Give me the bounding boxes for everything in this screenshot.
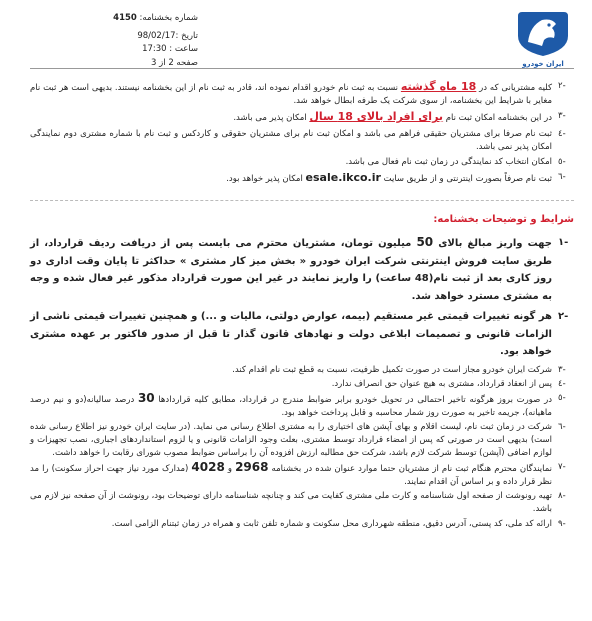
highlight-age: برای افراد بالای 18 سال: [309, 110, 444, 124]
letter-number-row: [88, 12, 198, 26]
header-divider: [30, 68, 574, 69]
letter-number: 4150: [113, 13, 137, 23]
letter-date: تاریخ :98/02/17: [137, 30, 198, 41]
list-item: -٥ امکان انتخاب کد نمایندگی در زمان ثبت نام فعال می باشد.: [345, 157, 566, 168]
list-item: -٦ ثبت نام صرفاً بصورت اینترنتی و از طریق سایت esale.ikco.ir امکان پذیر خواهد بود.: [226, 171, 566, 185]
list-item: -٦ شرکت در زمان ثبت نام، لیست اقلام و بهای آپشن های اختیاری را به مشتری اطلاع رسانی می نماید. (در سایت ایران خودرو نیز اطلاع رسانی شده است) بدیهی است در صورتی که پس از امضاء قرارداد توسط مشتری، بعلت وجود الزامات قانونی و یا لزوم استانداردهای اجباری، نصب تجهیزات و لوازم اضافی (آپشن) توسط شرکت لازم باشد، شرکت حق مطالبه ارزش افزوده آن را براساس ضوابط مصوب شورای رقابت را خواهد داشت.: [30, 421, 566, 459]
list-item: -٢ هر گونه تغییرات قیمتی غیر مستقیم (بیمه، عوارض دولتی، مالیات و ...) و همچنین تغییرات قیمتی ناشی از الزامات قانونی و تصمیمات ابلاغی دولت و نهادهای قانون گذار تا قبل از صدور فاکتور بر عهده مشتری خواهد بود.: [30, 311, 569, 357]
list-item: -٤ پس از انعقاد قرارداد، مشتری به هیچ عنوان حق انصراف ندارد.: [331, 378, 566, 389]
eligibility-list: [30, 80, 578, 188]
website-link[interactable]: esale.ikco.ir: [305, 171, 381, 185]
terms-list: [30, 234, 578, 532]
list-item: -٢ کلیه مشتریانی که در 18 ماه گذشته نسبت به ثبت نام خودرو اقدام نموده اند، قادر به ثبت نام از این بخشنامه نیستند. بدیهی است هر ثبت نام مغایر با شرایط این بخشنامه، از سوی شرکت یک طرفه ابطال خواهد شد.: [30, 80, 566, 107]
list-item: -١ جهت واریز مبالغ بالای 50 میلیون تومان، مشتریان محترم می بایست پس از دریافت ردیف قرارداد، از طریق سایت فروش اینترنتی شرکت ایران خودرو « بخش میز کار مشتری » حداکثر تا پایان وقت اداری دو روز کاری بعد از ثبت نام(48 ساعت) را واریز نمایند در غیر این صورت قرارداد مذکور غیر فعال شده و وجه به مشتری مسترد خواهد شد.: [30, 235, 569, 302]
highlight-period: 18 ماه گذشته: [400, 80, 477, 93]
section-divider: [30, 200, 574, 201]
svg-text:ایران خودرو: ایران خودرو: [522, 60, 564, 68]
letter-header: [88, 12, 198, 70]
list-item: -٣ در این بخشنامه امکان ثبت نام برای افراد بالای 18 سال امکان پذیر می باشد.: [233, 110, 566, 124]
list-item: -٨ تهیه رونوشت از صفحه اول شناسنامه و کارت ملی مشتری کفایت می کند و چنانچه شناسنامه دارای توضیحات بود، رونوشت از آن صفحه نیز لازم می باشد.: [30, 491, 566, 515]
section-title: شرایط و توضیحات بخشنامه:: [433, 214, 574, 225]
ikco-logo: [512, 6, 574, 68]
list-item: -٣ شرکت ایران خودرو مجاز است در صورت تکمیل ظرفیت، نسبت به قطع ثبت نام اقدام کند.: [232, 364, 566, 375]
list-item: -٩ ارائه کد ملی، کد پستی، آدرس دقیق، منطقه شهرداری محل سکونت و شماره تلفن ثابت و همراه در زمان ثبتنام الزامی است.: [111, 518, 566, 529]
letter-time: ساعت : 17:30: [142, 44, 198, 54]
list-item: -٤ ثبت نام صرفا برای مشتریان حقیقی فراهم می باشد و امکان ثبت نام برای مشتریان حقوقی و کاردکس و ثبت نام با شماره مشتری دوم نمایندگی امکان پذیر نمی باشد.: [30, 128, 566, 152]
list-item: -٥ در صورت بروز هرگونه تاخیر احتمالی در تحویل خودرو برابر ضوابط مندرج در قرارداد، مطابق کلیه قراردادها 30 درصد سالیانه(دو و نیم درصد ماهیانه)، جریمه تاخیر به صورت روز شمار محاسبه و قابل پرداخت خواهد بود.: [30, 390, 566, 418]
list-item: -٧ نمایندگان محترم هنگام ثبت نام از مشتریان حتما موارد عنوان شده در بخشنامه 2968 و 4028 (مدارک مورد نیاز جهت احراز سکونت) را مد نظر قرار داده و بر اساس آن اقدام نمایند.: [30, 460, 566, 488]
letter-number-label: شماره بخشنامه:: [139, 13, 198, 23]
ikco-logo-icon: [512, 6, 574, 68]
letter-page: صفحه 2 از 3: [151, 57, 198, 68]
